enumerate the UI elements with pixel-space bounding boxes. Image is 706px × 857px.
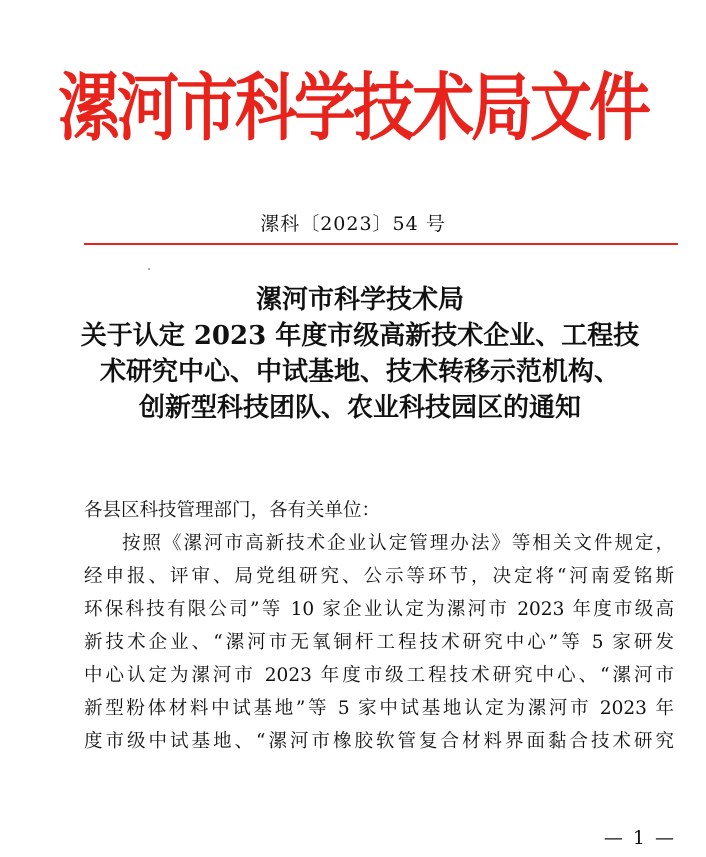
- title-issuer: 漯河市科学技术局: [255, 285, 464, 315]
- body-line-6: 新型粉体材料中试基地”等 5 家中试基地认定为漯河市 2023 年: [84, 698, 674, 719]
- salutation: 各县区科技管理部门，各有关单位：: [84, 500, 381, 521]
- body-line-3: 环保科技有限公司”等 10 家企业认定为漯河市 2023 年度市级高: [84, 599, 674, 620]
- red-divider-line: [84, 243, 678, 245]
- body-line-7: 度市级中试基地、“漯河市橡胶软管复合材料界面黏合技术研究: [84, 731, 674, 752]
- masthead-title: 漯河市科学技术局文件: [57, 64, 648, 151]
- notice-body: [84, 494, 674, 758]
- body-line-1: 按照《漯河市高新技术企业认定管理办法》等相关文件规定，: [122, 533, 674, 554]
- notice-title: [60, 282, 660, 426]
- body-line-5: 中心认定为漯河市 2023 年度市级工程技术研究中心、“漯河市: [84, 665, 674, 686]
- scan-speck: [148, 268, 150, 270]
- title-line-3: 创新型科技团队、农业科技园区的通知: [138, 393, 581, 423]
- title-line-1: 关于认定 2023 年度市级高新技术企业、工程技: [80, 321, 640, 351]
- title-line-2: 术研究中心、中试基地、技术转移示范机构、: [99, 357, 620, 387]
- page-number: — 1 —: [603, 827, 676, 849]
- body-line-4: 新技术企业、“漯河市无氧铜杆工程技术研究中心”等 5 家研发: [84, 632, 674, 653]
- body-line-2: 经申报、评审、局党组研究、公示等环节，决定将“河南爱铭斯: [84, 566, 674, 587]
- document-number: 漯科〔2023〕54 号: [260, 213, 446, 235]
